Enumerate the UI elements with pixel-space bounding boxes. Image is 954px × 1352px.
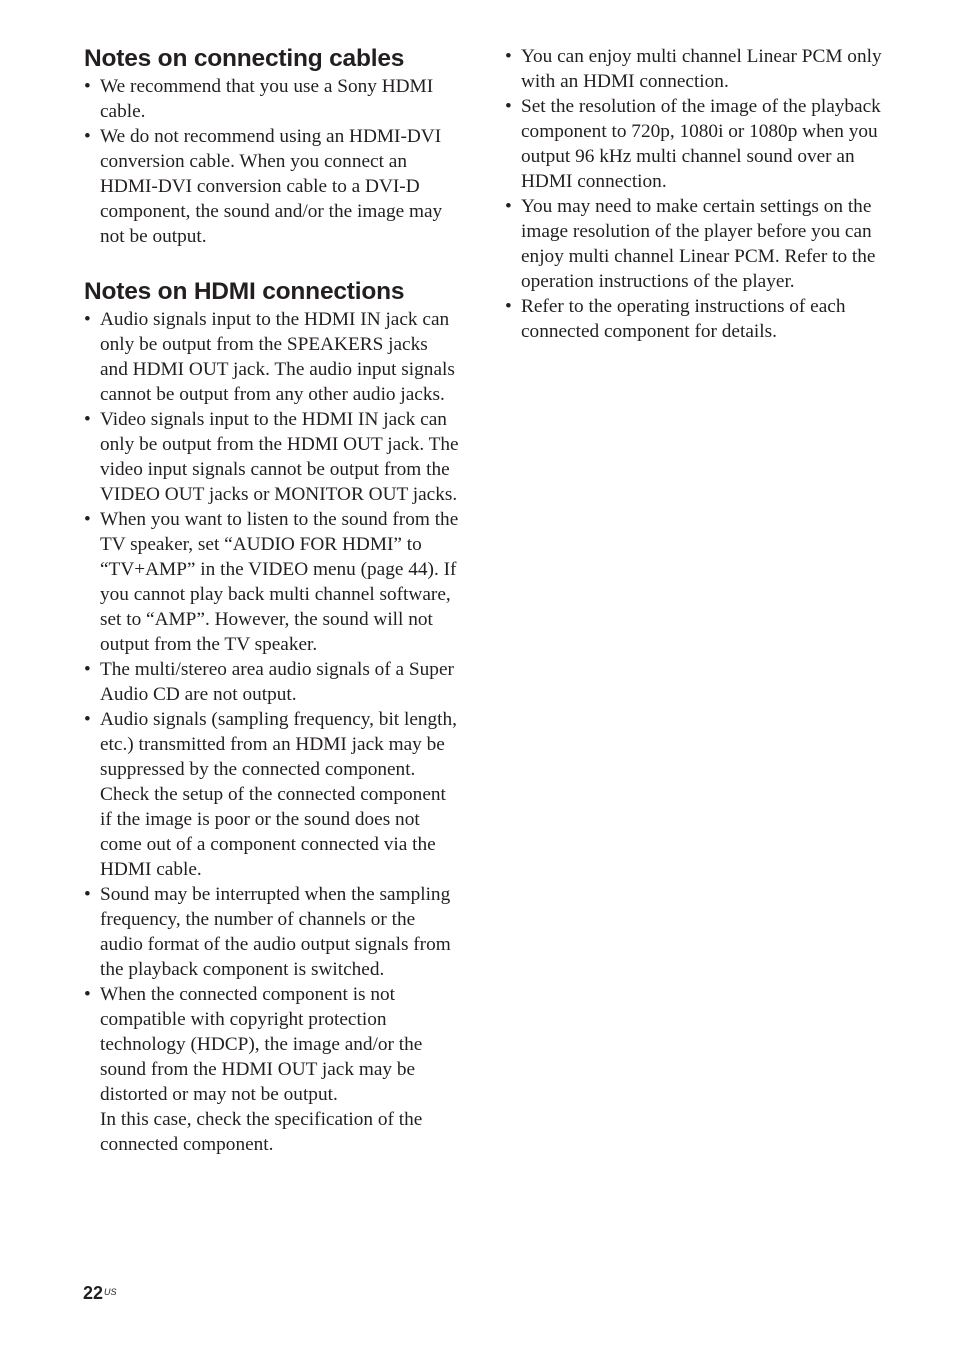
list-item — [84, 307, 460, 407]
bullet-icon: • — [84, 126, 91, 147]
section-heading-hdmi-connections: Notes on HDMI connections — [84, 278, 405, 305]
bullet-icon: • — [84, 884, 91, 905]
left-column — [84, 44, 460, 1157]
page-region-label: US — [104, 1287, 117, 1297]
list-item-text: Video signals input to the HDMI IN jack can only be output from the HDMI OUT jack. The video input signals cannot be output from the VIDEO OUT jacks or MONITOR OUT jacks. — [100, 409, 459, 505]
bullet-icon: • — [84, 984, 91, 1005]
bullet-icon: • — [505, 46, 512, 67]
list-item-text: Refer to the operating instructions of each connected component for details. — [521, 296, 846, 342]
list-item-text: You may need to make certain settings on the image resolution of the player before you can enjoy multi channel Linear PCM. Refer to the operation instructions of the player. — [521, 196, 876, 292]
section-heading-connecting-cables: Notes on connecting cables — [84, 45, 405, 72]
page-number-value: 22 — [83, 1283, 104, 1303]
list-item — [84, 407, 460, 507]
list-item-text: We recommend that you use a Sony HDMI cable. — [100, 76, 434, 122]
list-item — [84, 657, 460, 707]
list-item-text: We do not recommend using an HDMI-DVI conversion cable. When you connect an HDMI-DVI conversion cable to a DVI-D component, the sound and/or the image may not be output. — [100, 126, 443, 247]
list-item — [84, 507, 460, 657]
right-column — [505, 44, 885, 344]
list-item-text: Set the resolution of the image of the playback component to 720p, 1080i or 1080p when you output 96 kHz multi channel sound over an HDMI connection. — [521, 96, 881, 192]
list-item — [84, 982, 460, 1157]
hdmi-notes-list — [84, 307, 460, 1157]
bullet-icon: • — [84, 659, 91, 680]
list-item — [84, 707, 460, 882]
list-item — [84, 882, 460, 982]
list-item — [505, 94, 885, 194]
bullet-icon: • — [505, 296, 512, 317]
list-item — [505, 294, 885, 344]
bullet-icon: • — [84, 309, 91, 330]
hdmi-notes-list-continued — [505, 44, 885, 344]
bullet-icon: • — [84, 709, 91, 730]
list-item — [84, 124, 460, 249]
bullet-icon: • — [84, 509, 91, 530]
list-item — [505, 44, 885, 94]
list-item-text: Audio signals (sampling frequency, bit length, etc.) transmitted from an HDMI jack may be suppressed by the connected component. Check the setup of the connected component if the image is poor or the sound does not come out of a component connected via the HDMI cable. — [100, 709, 457, 880]
list-item-text: Sound may be interrupted when the sampling frequency, the number of channels or the audio format of the audio output signals from the playback component is switched. — [100, 884, 451, 980]
cables-notes-list — [84, 74, 460, 249]
bullet-icon: • — [505, 196, 512, 217]
bullet-icon: • — [84, 76, 91, 97]
list-item-text: You can enjoy multi channel Linear PCM only with an HDMI connection. — [521, 46, 882, 92]
list-item-text: Audio signals input to the HDMI IN jack can only be output from the SPEAKERS jacks and HDMI OUT jack. The audio input signals cannot be output from any other audio jacks. — [100, 309, 455, 405]
page-number — [83, 1282, 117, 1304]
list-item-text: The multi/stereo area audio signals of a Super Audio CD are not output. — [100, 659, 454, 705]
list-item-text: When the connected component is not compatible with copyright protection technology (HDCP), the image and/or the sound from the HDMI OUT jack may be distorted or may not be output. — [100, 984, 423, 1105]
list-item-text: When you want to listen to the sound from the TV speaker, set “AUDIO FOR HDMI” to “TV+AMP” in the VIDEO menu (page 44). If you cannot play back multi channel software, set to “AMP”. However, the sound will not output from the TV speaker. — [100, 509, 459, 655]
bullet-icon: • — [84, 409, 91, 430]
list-item — [84, 74, 460, 124]
list-item-followup-text: In this case, check the specification of the connected component. — [100, 1109, 423, 1155]
list-item — [505, 194, 885, 294]
bullet-icon: • — [505, 96, 512, 117]
